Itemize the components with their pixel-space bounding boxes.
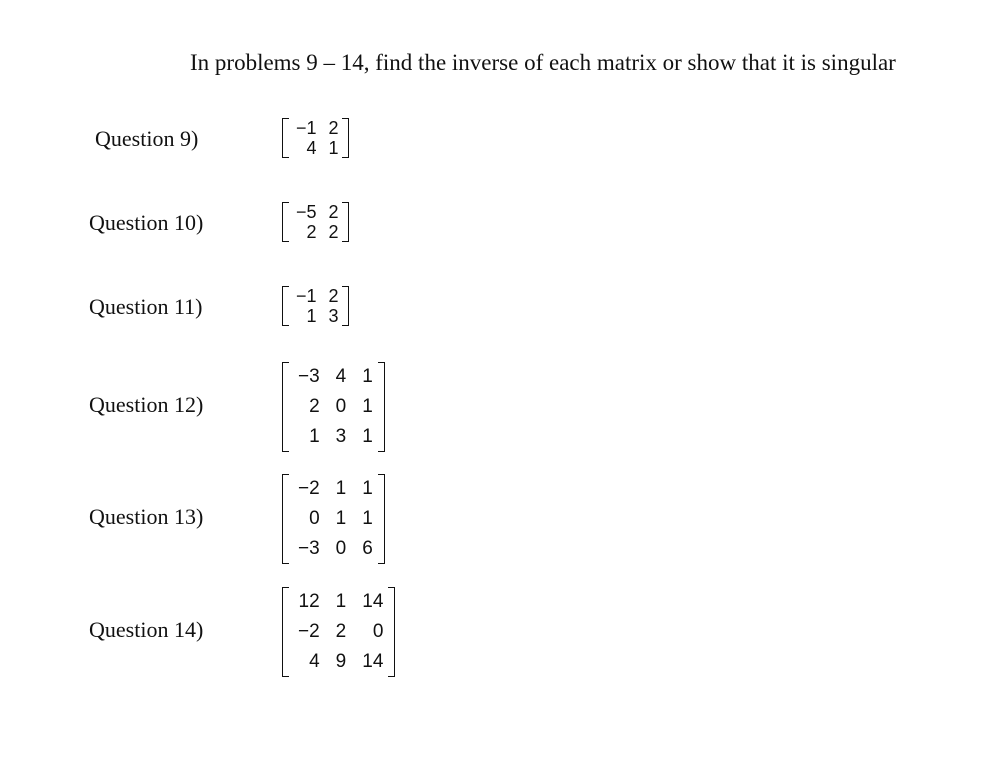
matrix-cell: 3: [328, 306, 339, 326]
matrix-cell: 2: [328, 286, 339, 306]
matrix-cell: −1: [296, 286, 317, 306]
matrix-cell: 4: [335, 366, 347, 387]
question-12-label: Question 12): [89, 392, 204, 417]
question-12-matrix: [282, 362, 385, 452]
matrix-cell: 1: [309, 426, 320, 447]
left-bracket: [282, 286, 289, 326]
right-bracket: [342, 286, 349, 326]
matrix-cell: 1: [362, 508, 373, 529]
matrix-cell: 0: [372, 621, 384, 642]
matrix-cell: 2: [306, 222, 317, 242]
matrix-cell: 2: [335, 621, 347, 642]
left-bracket: [282, 362, 289, 452]
matrix-cell: 1: [362, 396, 373, 417]
matrix-cell: 1: [328, 138, 339, 158]
right-bracket: [342, 202, 349, 242]
question-13-matrix: [282, 474, 385, 564]
question-11-matrix: [282, 286, 349, 326]
right-bracket: [342, 118, 349, 158]
matrix-cell: 6: [362, 538, 373, 559]
matrix-cell: 4: [309, 651, 320, 672]
matrix-cell: 12: [298, 591, 320, 612]
matrix-cell: 3: [335, 426, 347, 447]
matrix-cell: −3: [298, 538, 320, 559]
matrix-cell: 2: [309, 396, 320, 417]
matrix-cell: 2: [328, 202, 339, 222]
matrix-cell: 1: [306, 306, 317, 326]
question-14-label: Question 14): [89, 617, 204, 642]
left-bracket: [282, 202, 289, 242]
question-13-label: Question 13): [89, 504, 204, 529]
matrix-cell: 1: [362, 366, 373, 387]
matrix-cell: 1: [362, 478, 373, 499]
matrix-cell: 0: [335, 396, 347, 417]
left-bracket: [282, 118, 289, 158]
matrix-cell: −5: [296, 202, 317, 222]
right-bracket: [378, 474, 385, 564]
right-bracket: [388, 587, 395, 677]
matrix-cell: 2: [328, 222, 339, 242]
matrix-cell: −2: [298, 621, 320, 642]
question-14-matrix: [282, 587, 395, 677]
left-bracket: [282, 474, 289, 564]
matrix-cell: −2: [298, 478, 320, 499]
matrix-cell: 1: [335, 478, 347, 499]
matrix-cell: 4: [306, 138, 317, 158]
matrix-cell: 14: [362, 591, 384, 612]
right-bracket: [378, 362, 385, 452]
matrix-cell: 2: [328, 118, 339, 138]
question-11-label: Question 11): [89, 294, 203, 319]
matrix-cell: 0: [335, 538, 347, 559]
matrix-cell: 14: [362, 651, 384, 672]
matrix-cell: −3: [298, 366, 320, 387]
matrix-cell: 9: [335, 651, 347, 672]
question-10-matrix: [282, 202, 349, 242]
question-9-label: Question 9): [95, 126, 199, 151]
question-9-matrix: [282, 118, 349, 158]
left-bracket: [282, 587, 289, 677]
matrix-cell: 1: [335, 591, 347, 612]
problem-instructions: In problems 9 – 14, find the inverse of each matrix or show that it is singular: [190, 50, 896, 75]
matrix-cell: −1: [296, 118, 317, 138]
question-10-label: Question 10): [89, 210, 204, 235]
matrix-cell: 1: [335, 508, 347, 529]
matrix-cell: 1: [362, 426, 373, 447]
matrix-cell: 0: [309, 508, 320, 529]
